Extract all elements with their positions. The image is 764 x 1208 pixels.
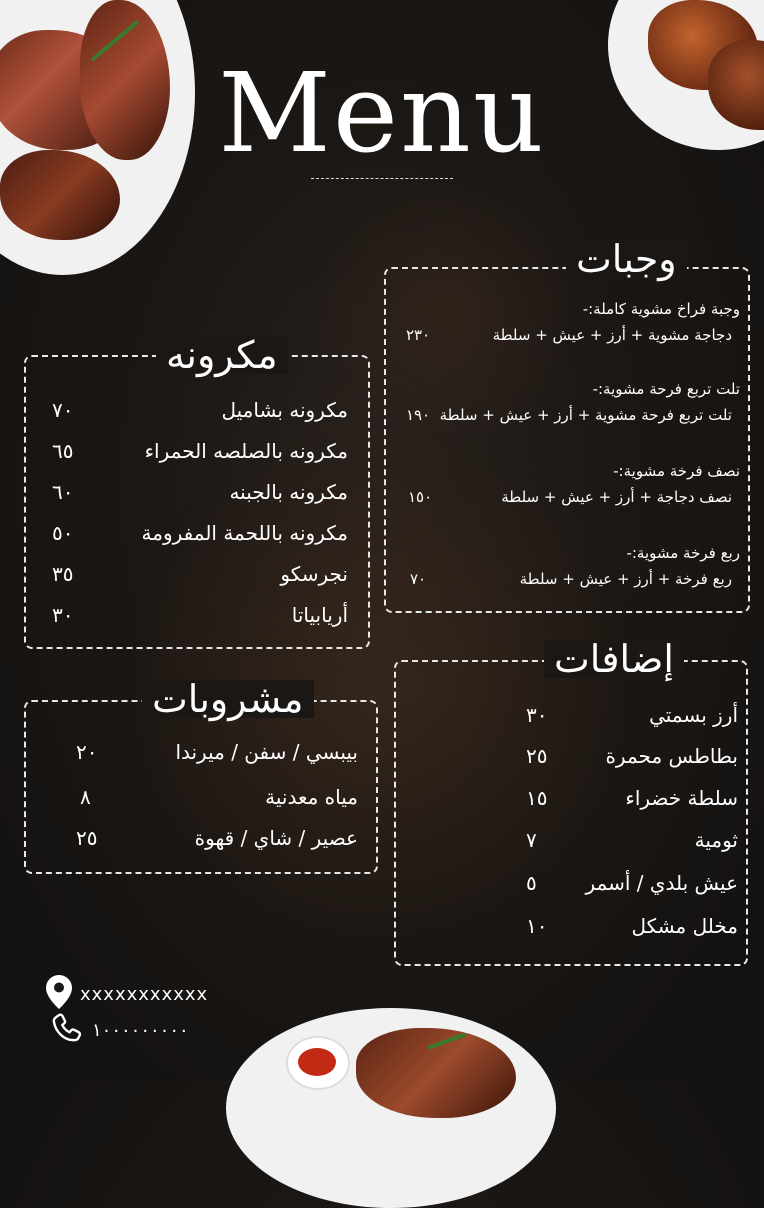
item-price: ٢٥	[526, 744, 548, 768]
pasta-row	[52, 562, 348, 586]
contact-phone	[52, 1012, 189, 1048]
extras-row	[526, 914, 738, 938]
meals-heading: وجبات	[566, 240, 687, 278]
extras-row	[526, 828, 738, 852]
drinks-row	[76, 740, 358, 764]
item-name: نجرسكو	[280, 562, 348, 586]
meal-item-title: ربع فرخة مشوية:-	[626, 544, 740, 562]
item-name: مكرونه بالجبنه	[229, 480, 348, 504]
meal-item-price: ١٩٠	[406, 406, 431, 424]
extras-row	[526, 871, 738, 895]
item-name: أرز بسمتي	[649, 703, 738, 727]
phone-text: ١٠٠٠٠٠٠٠٠٠	[92, 1019, 189, 1041]
item-price: ٦٥	[52, 439, 74, 463]
meal-item-desc: نصف دجاجة + أرز + عيش + سلطة	[501, 488, 732, 506]
item-name: بيبسي / سفن / ميرندا	[175, 740, 358, 764]
title-divider	[311, 178, 453, 179]
meal-item-price: ٢٣٠	[406, 326, 431, 344]
pasta-row	[52, 521, 348, 545]
item-price: ٣٥	[52, 562, 74, 586]
item-price: ١٥	[526, 786, 548, 810]
meal-item-desc: تلت تربع فرحة مشوية + أرز + عيش + سلطة	[439, 406, 732, 424]
pasta-heading: مكرونه	[156, 336, 288, 374]
item-name: مكرونه بالصلصه الحمراء	[144, 439, 348, 463]
address-text: xxxxxxxxxxx	[80, 983, 209, 1005]
item-name: سلطة خضراء	[625, 786, 738, 810]
phone-icon	[52, 1012, 84, 1048]
meal-item-price: ١٥٠	[408, 488, 433, 506]
item-price: ٨	[80, 785, 91, 809]
pasta-row	[52, 480, 348, 504]
item-price: ٧	[526, 828, 537, 852]
item-name: عصير / شاي / قهوة	[194, 826, 358, 850]
item-name: مخلل مشكل	[631, 914, 738, 938]
extras-row	[526, 703, 738, 727]
item-name: مكرونه بشاميل	[221, 398, 348, 422]
meal-item-desc: دجاجة مشوية + أرز + عيش + سلطة	[492, 326, 732, 344]
meal-item-title: تلت تربع فرحة مشوية:-	[592, 380, 740, 398]
meal-item-title: وجبة فراخ مشوية كاملة:-	[582, 300, 740, 318]
item-price: ٣٠	[52, 603, 74, 627]
extras-row	[526, 744, 738, 768]
contact-address	[46, 975, 208, 1013]
grill-plate-image	[226, 1008, 556, 1208]
item-name: مياه معدنية	[265, 785, 358, 809]
pasta-row	[52, 603, 348, 627]
extras-row	[526, 786, 738, 810]
item-name: عيش بلدي / أسمر	[585, 871, 738, 895]
item-price: ٥٠	[52, 521, 74, 545]
pasta-row	[52, 398, 348, 422]
drinks-row	[80, 785, 358, 809]
item-name: بطاطس محمرة	[605, 744, 738, 768]
menu-title: Menu	[218, 49, 546, 177]
item-name: مكرونه باللحمة المفرومة	[141, 521, 348, 545]
item-name: أريابياتا	[291, 603, 348, 627]
location-pin-icon	[46, 975, 72, 1013]
extras-heading: إضافات	[544, 640, 684, 678]
drinks-row	[76, 826, 358, 850]
meal-item-price: ٧٠	[410, 570, 427, 588]
meal-item-title: نصف فرخة مشوية:-	[613, 462, 740, 480]
item-price: ٧٠	[52, 398, 74, 422]
item-price: ٢٥	[76, 826, 98, 850]
item-price: ٢٠	[76, 740, 98, 764]
item-price: ٦٠	[52, 480, 74, 504]
drinks-heading: مشروبات	[142, 680, 314, 718]
meal-item-desc: ربع فرخة + أرز + عيش + سلطة	[519, 570, 732, 588]
item-price: ٣٠	[526, 703, 548, 727]
pasta-row	[52, 439, 348, 463]
item-price: ٥	[526, 871, 537, 895]
item-name: ثومية	[694, 828, 738, 852]
item-price: ١٠	[526, 914, 548, 938]
